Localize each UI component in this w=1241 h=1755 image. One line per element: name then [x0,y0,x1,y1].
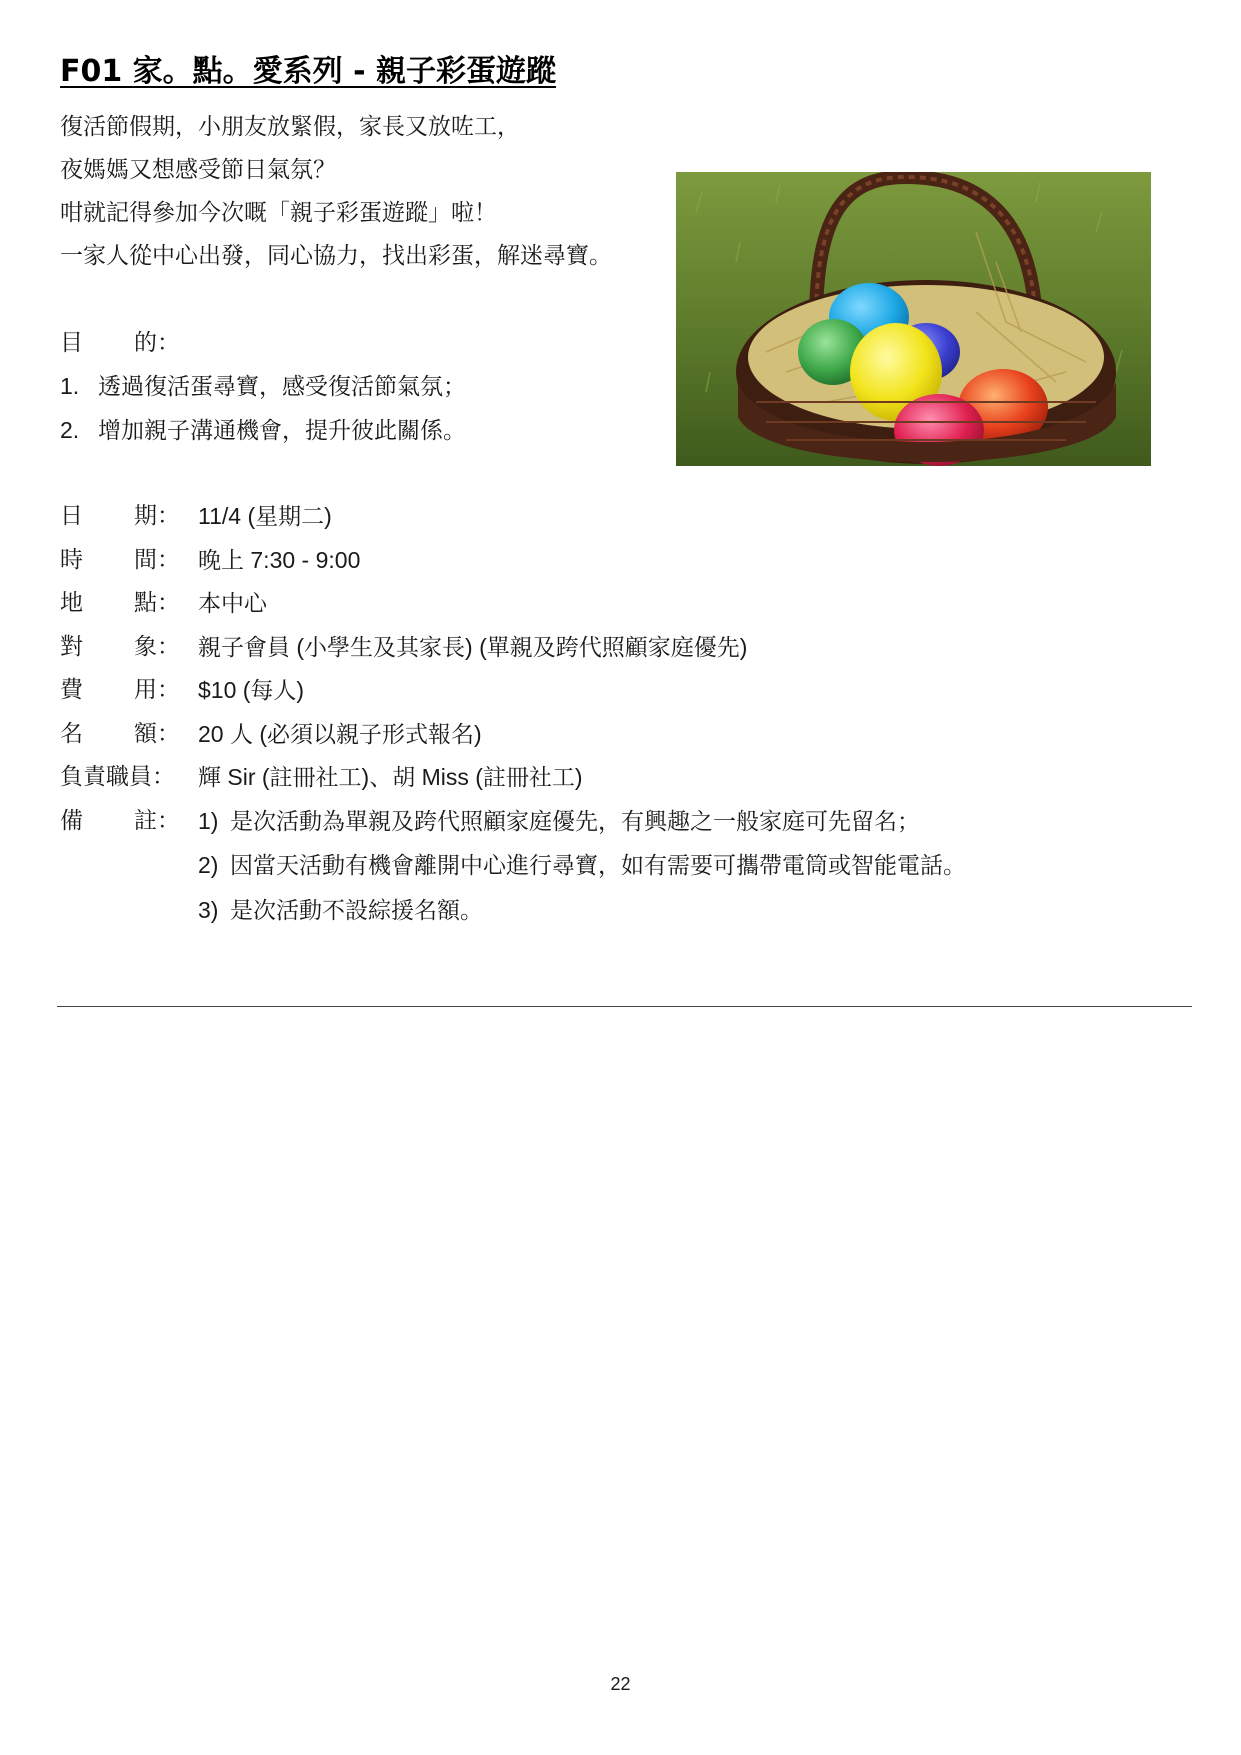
intro-line: 夜媽媽又想感受節日氣氛？ [60,157,336,183]
label-char: 地 [60,590,83,616]
note-text: 因當天活動有機會離開中心進行尋寶，如有需要可攜帶電筒或智能電話。 [230,853,966,879]
notes-list [198,800,966,934]
list-item-number: 2. [60,417,80,443]
detail-row-fee [60,669,966,713]
page-title: F01 家。點。愛系列 - 親子彩蛋遊蹤 [60,54,557,89]
list-item [198,800,966,845]
detail-value-venue: 本中心 [198,590,267,616]
label-char: 日 [60,503,83,529]
detail-row-date [60,495,966,539]
intro-line: 復活節假期，小朋友放緊假，家長又放咗工， [60,114,520,140]
intro-paragraph [60,106,612,278]
detail-label [60,713,198,757]
detail-row-staff [60,756,966,800]
detail-label [60,582,198,626]
label-char: 對 [60,633,83,660]
list-item [60,409,466,453]
label-char: 備 [60,807,83,834]
horizontal-divider [57,1006,1192,1007]
detail-label [60,800,198,934]
list-item [60,365,466,409]
label-char: 名 [60,720,83,747]
detail-label [60,626,198,670]
note-number: 3) [198,896,219,923]
detail-row-venue [60,582,966,626]
easter-egg-basket-photo [676,172,1151,466]
purpose-list [60,365,466,453]
detail-value-fee: $10 (每人) [198,677,305,703]
label-char: 費 [60,677,83,703]
list-item [198,889,966,934]
detail-label [60,495,198,539]
label-char: 額： [134,720,180,747]
note-text: 是次活動為單親及跨代照顧家庭優先，有興趣之一般家庭可先留名； [230,808,920,835]
detail-value-date: 11/4 (星期二) [198,503,332,529]
detail-label: 負責職員： [60,764,175,790]
label-char: 象： [134,633,180,660]
detail-row-time [60,539,966,583]
purpose-label-b: 的： [134,330,180,356]
detail-label [60,669,198,713]
purpose-label-a: 目 [60,330,83,356]
detail-value-target: 親子會員 (小學生及其家長) (單親及跨代照顧家庭優先) [198,633,748,660]
note-text: 是次活動不設綜援名額。 [230,897,483,924]
intro-line: 咁就記得參加今次嘅「親子彩蛋遊蹤」啦！ [60,200,497,226]
event-details [60,495,966,933]
detail-value-staff: 輝 Sir (註冊社工)、胡 Miss (註冊社工) [198,764,583,790]
detail-row-quota [60,713,966,757]
label-char: 時 [60,546,83,573]
label-char: 用： [134,677,180,703]
detail-value-quota: 20 人 (必須以親子形式報名) [198,720,482,747]
detail-label [60,539,198,583]
intro-line: 一家人從中心出發，同心協力，找出彩蛋，解迷尋寶。 [60,243,612,269]
note-number: 2) [198,852,219,878]
detail-row-target [60,626,966,670]
purpose-heading [60,322,466,365]
detail-value-time: 晚上 7:30 - 9:00 [198,546,361,573]
label-char: 註： [134,807,180,834]
note-number: 1) [198,807,219,834]
purpose-section [60,322,466,453]
list-item-text: 透過復活蛋尋寶，感受復活節氣氛； [98,374,466,400]
list-item-number: 1. [60,373,80,399]
list-item-text: 增加親子溝通機會，提升彼此關係。 [98,418,466,444]
label-char: 點： [134,590,180,616]
label-char: 間： [134,546,180,573]
label-char: 期： [134,503,180,529]
page-number: 22 [610,1674,631,1694]
list-item [198,844,966,889]
detail-row-notes [60,800,966,934]
